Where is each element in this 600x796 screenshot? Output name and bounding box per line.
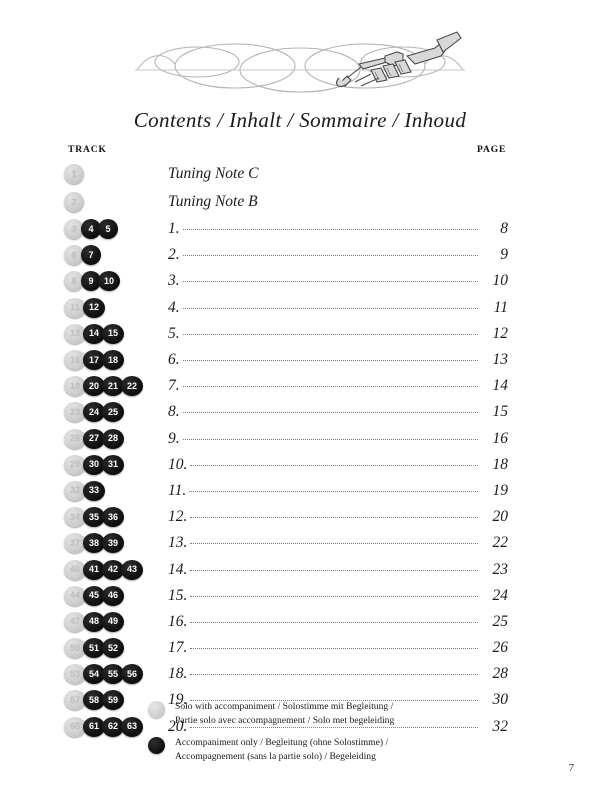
track-badge-accomp: 35 xyxy=(83,507,105,527)
track-badge-group xyxy=(64,586,121,606)
page-title: Contents / Inhalt / Sommaire / Inhoud xyxy=(133,108,467,132)
track-badge-accomp: 5 xyxy=(98,219,118,239)
toc-row xyxy=(0,661,600,687)
toc-entry xyxy=(168,430,508,448)
dot-leader xyxy=(189,490,478,492)
track-badge-accomp: 18 xyxy=(102,350,124,370)
toc-row xyxy=(0,583,600,609)
track-badge-accomp: 28 xyxy=(102,429,124,449)
toc-entry-page-number: 19 xyxy=(492,481,508,499)
track-badge-accomp: 12 xyxy=(83,298,105,318)
dot-leader xyxy=(183,307,478,309)
toc-row xyxy=(0,347,600,373)
toc-row xyxy=(0,426,600,452)
track-badge-group xyxy=(64,533,121,553)
track-badge-accomp: 10 xyxy=(98,271,120,291)
toc-entry xyxy=(168,508,508,526)
track-badge-solo: 34 xyxy=(64,507,86,527)
dot-leader xyxy=(183,228,478,230)
toc-entry-label: 16. xyxy=(168,612,188,630)
legend-swatch-solo xyxy=(148,701,165,718)
toc-row xyxy=(0,295,600,321)
track-badge-group xyxy=(64,717,140,737)
track-badge-accomp: 54 xyxy=(83,664,105,684)
trumpet-illustration-icon xyxy=(135,26,465,106)
track-badge-accomp: 22 xyxy=(121,376,143,396)
dot-leader xyxy=(190,516,478,518)
track-badge-group xyxy=(64,507,121,527)
track-badge-group xyxy=(64,690,121,710)
dot-leader xyxy=(190,621,478,623)
track-badge-solo: 19 xyxy=(64,376,86,396)
track-badge-group xyxy=(64,298,102,318)
toc-entry xyxy=(168,613,508,631)
toc-row xyxy=(0,188,600,216)
track-badge-accomp: 17 xyxy=(83,350,105,370)
toc-entry-page-number: 24 xyxy=(492,586,508,604)
legend-text xyxy=(175,736,388,763)
dot-leader xyxy=(190,542,478,544)
toc-entry xyxy=(168,587,508,605)
toc-entry-label: 19. xyxy=(168,691,188,709)
toc-entry xyxy=(168,325,508,343)
toc-entry-page-number: 8 xyxy=(500,220,508,238)
dot-leader xyxy=(183,385,478,387)
track-badge-accomp: 21 xyxy=(102,376,124,396)
toc-entry-label: 2. xyxy=(168,246,180,264)
track-badge-accomp: 36 xyxy=(102,507,124,527)
toc-entry-page-number: 28 xyxy=(492,665,508,683)
track-badge-accomp: 33 xyxy=(83,481,105,501)
track-badge-accomp: 48 xyxy=(83,612,105,632)
toc-entry xyxy=(168,193,508,211)
track-badge-accomp: 43 xyxy=(121,560,143,580)
toc-entry xyxy=(168,561,508,579)
track-badge-accomp: 39 xyxy=(102,533,124,553)
toc-row xyxy=(0,609,600,635)
toc-entry-label: 1. xyxy=(168,220,180,238)
toc-entry-page-number: 13 xyxy=(492,351,508,369)
toc-entry-label: 13. xyxy=(168,534,188,552)
toc-entry-label: 12. xyxy=(168,508,188,526)
track-badge-group xyxy=(64,219,115,239)
toc-entry xyxy=(168,665,508,683)
track-badge-solo: 2 xyxy=(64,192,84,212)
track-badge-solo: 57 xyxy=(64,690,86,710)
dot-leader xyxy=(183,280,478,282)
toc-entry-page-number: 25 xyxy=(492,612,508,630)
track-badge-accomp: 41 xyxy=(83,560,105,580)
toc-entry-page-number: 18 xyxy=(492,455,508,473)
track-badge-group xyxy=(64,455,121,475)
track-badge-accomp: 25 xyxy=(102,402,124,422)
toc-entry xyxy=(168,403,508,421)
toc-entry-label: 4. xyxy=(168,298,180,316)
track-badge-accomp: 49 xyxy=(102,612,124,632)
track-badge-group xyxy=(64,612,121,632)
track-badge-solo: 6 xyxy=(64,245,84,265)
track-badge-solo: 16 xyxy=(64,350,86,370)
toc-row xyxy=(0,242,600,268)
toc-row xyxy=(0,268,600,294)
toc-row xyxy=(0,478,600,504)
toc-entry-label: 11. xyxy=(168,481,187,499)
column-header-track: TRACK xyxy=(68,145,107,155)
track-badge-group xyxy=(64,664,140,684)
track-badge-group xyxy=(64,192,81,212)
toc-entry-page-number: 12 xyxy=(492,324,508,342)
dot-leader xyxy=(183,411,478,413)
track-badge-solo: 47 xyxy=(64,612,86,632)
toc-entry-label: 10. xyxy=(168,455,188,473)
track-badge-accomp: 30 xyxy=(83,455,105,475)
track-badge-accomp: 52 xyxy=(102,638,124,658)
track-badge-solo: 3 xyxy=(64,219,84,239)
toc-entry xyxy=(168,299,508,317)
track-badge-accomp: 63 xyxy=(121,717,143,737)
track-badge-group xyxy=(64,402,121,422)
toc-row xyxy=(0,504,600,530)
dot-leader xyxy=(190,569,478,571)
track-badge-solo: 40 xyxy=(64,560,86,580)
track-badge-accomp: 62 xyxy=(102,717,124,737)
track-badge-solo: 32 xyxy=(64,481,86,501)
toc-entry-label: 6. xyxy=(168,351,180,369)
track-badge-accomp: 15 xyxy=(102,324,124,344)
toc-entry-label: 14. xyxy=(168,560,188,578)
toc-entry xyxy=(168,377,508,395)
toc-entry-page-number: 16 xyxy=(492,429,508,447)
legend-text-line: Partie solo avec accompagnement / Solo met begeleiding xyxy=(175,714,395,726)
dot-leader xyxy=(183,359,478,361)
track-badge-accomp: 4 xyxy=(81,219,101,239)
toc-row xyxy=(0,452,600,478)
track-badge-solo: 44 xyxy=(64,586,86,606)
track-badge-accomp: 58 xyxy=(83,690,105,710)
track-badge-accomp: 55 xyxy=(102,664,124,684)
dot-leader xyxy=(183,438,478,440)
track-badge-group xyxy=(64,638,121,658)
track-badge-solo: 60 xyxy=(64,717,86,737)
toc-entry-label: 18. xyxy=(168,665,188,683)
toc-entry xyxy=(168,220,508,238)
toc-entry-label: 7. xyxy=(168,377,180,395)
contents-list xyxy=(0,160,600,740)
track-badge-group xyxy=(64,324,121,344)
track-badge-group xyxy=(64,271,117,291)
track-badge-group xyxy=(64,376,140,396)
dot-leader xyxy=(183,333,478,335)
toc-entry-label: 3. xyxy=(168,272,180,290)
track-badge-solo: 37 xyxy=(64,533,86,553)
toc-entry-label: Tuning Note C xyxy=(168,165,259,182)
toc-entry xyxy=(168,272,508,290)
toc-entry-label: 20. xyxy=(168,717,188,735)
toc-row xyxy=(0,373,600,399)
toc-entry-label: 15. xyxy=(168,586,188,604)
track-badge-accomp: 31 xyxy=(102,455,124,475)
track-badge-group xyxy=(64,429,121,449)
column-header-page: PAGE xyxy=(477,145,507,155)
legend-item xyxy=(148,736,548,763)
toc-entry-page-number: 10 xyxy=(492,272,508,290)
track-badge-accomp: 14 xyxy=(83,324,105,344)
toc-entry-label: 17. xyxy=(168,639,188,657)
track-badge-solo: 13 xyxy=(64,324,86,344)
legend-item xyxy=(148,700,548,727)
track-badge-group xyxy=(64,245,98,265)
track-badge-group xyxy=(64,560,140,580)
toc-entry-page-number: 26 xyxy=(492,639,508,657)
legend xyxy=(148,700,548,772)
track-badge-group xyxy=(64,481,102,501)
track-badge-solo: 11 xyxy=(64,298,86,318)
toc-entry-page-number: 20 xyxy=(492,508,508,526)
toc-row xyxy=(0,399,600,425)
toc-entry-page-number: 30 xyxy=(492,691,508,709)
track-badge-accomp: 61 xyxy=(83,717,105,737)
toc-entry-page-number: 11 xyxy=(493,298,508,316)
toc-entry-label: 8. xyxy=(168,403,180,421)
toc-entry-page-number: 9 xyxy=(500,246,508,264)
toc-entry xyxy=(168,482,508,500)
toc-row xyxy=(0,530,600,556)
track-badge-accomp: 24 xyxy=(83,402,105,422)
legend-text-line: Accompaniment only / Begleitung (ohne Solostimme) / xyxy=(175,737,389,749)
dot-leader xyxy=(190,647,478,649)
folio-page-number: 7 xyxy=(568,763,574,774)
track-badge-accomp: 38 xyxy=(83,533,105,553)
track-badge-accomp: 51 xyxy=(83,638,105,658)
track-badge-accomp: 45 xyxy=(83,586,105,606)
track-badge-solo: 8 xyxy=(64,271,84,291)
legend-swatch-accomp xyxy=(148,737,165,754)
legend-text-line: Solo with accompaniment / Solostimme mit Begleitung / xyxy=(175,701,394,712)
toc-entry xyxy=(168,351,508,369)
toc-row xyxy=(0,635,600,661)
track-badge-solo: 26 xyxy=(64,429,86,449)
toc-entry xyxy=(168,639,508,657)
toc-entry xyxy=(168,534,508,552)
track-badge-accomp: 27 xyxy=(83,429,105,449)
legend-text xyxy=(175,700,394,727)
dot-leader xyxy=(190,464,478,466)
toc-entry-page-number: 15 xyxy=(492,403,508,421)
toc-entry-label: 5. xyxy=(168,324,180,342)
track-badge-accomp: 59 xyxy=(102,690,124,710)
track-badge-solo: 29 xyxy=(64,455,86,475)
track-badge-accomp: 20 xyxy=(83,376,105,396)
track-badge-group xyxy=(64,350,121,370)
toc-row xyxy=(0,160,600,188)
track-badge-solo: 23 xyxy=(64,402,86,422)
toc-entry-page-number: 22 xyxy=(492,534,508,552)
dot-leader xyxy=(190,595,478,597)
track-badge-solo: 50 xyxy=(64,638,86,658)
track-badge-accomp: 56 xyxy=(121,664,143,684)
track-badge-accomp: 42 xyxy=(102,560,124,580)
toc-row xyxy=(0,556,600,582)
dot-leader xyxy=(190,673,478,675)
toc-entry xyxy=(168,165,508,183)
toc-row xyxy=(0,216,600,242)
toc-entry-page-number: 32 xyxy=(492,717,508,735)
track-badge-accomp: 9 xyxy=(81,271,101,291)
trumpet-ornament xyxy=(0,26,600,106)
toc-entry-page-number: 23 xyxy=(492,560,508,578)
toc-entry xyxy=(168,246,508,264)
track-badge-solo: 53 xyxy=(64,664,86,684)
track-badge-accomp: 46 xyxy=(102,586,124,606)
toc-entry-label: 9. xyxy=(168,429,180,447)
track-badge-solo: 1 xyxy=(64,164,84,184)
toc-entry-label: Tuning Note B xyxy=(168,193,258,210)
toc-entry xyxy=(168,456,508,474)
track-badge-group xyxy=(64,164,81,184)
dot-leader xyxy=(183,254,478,256)
toc-entry-page-number: 14 xyxy=(492,377,508,395)
legend-text-line: Accompagnement (sans la partie solo) / Begeleiding xyxy=(175,750,376,762)
track-badge-accomp: 7 xyxy=(81,245,101,265)
toc-row xyxy=(0,321,600,347)
